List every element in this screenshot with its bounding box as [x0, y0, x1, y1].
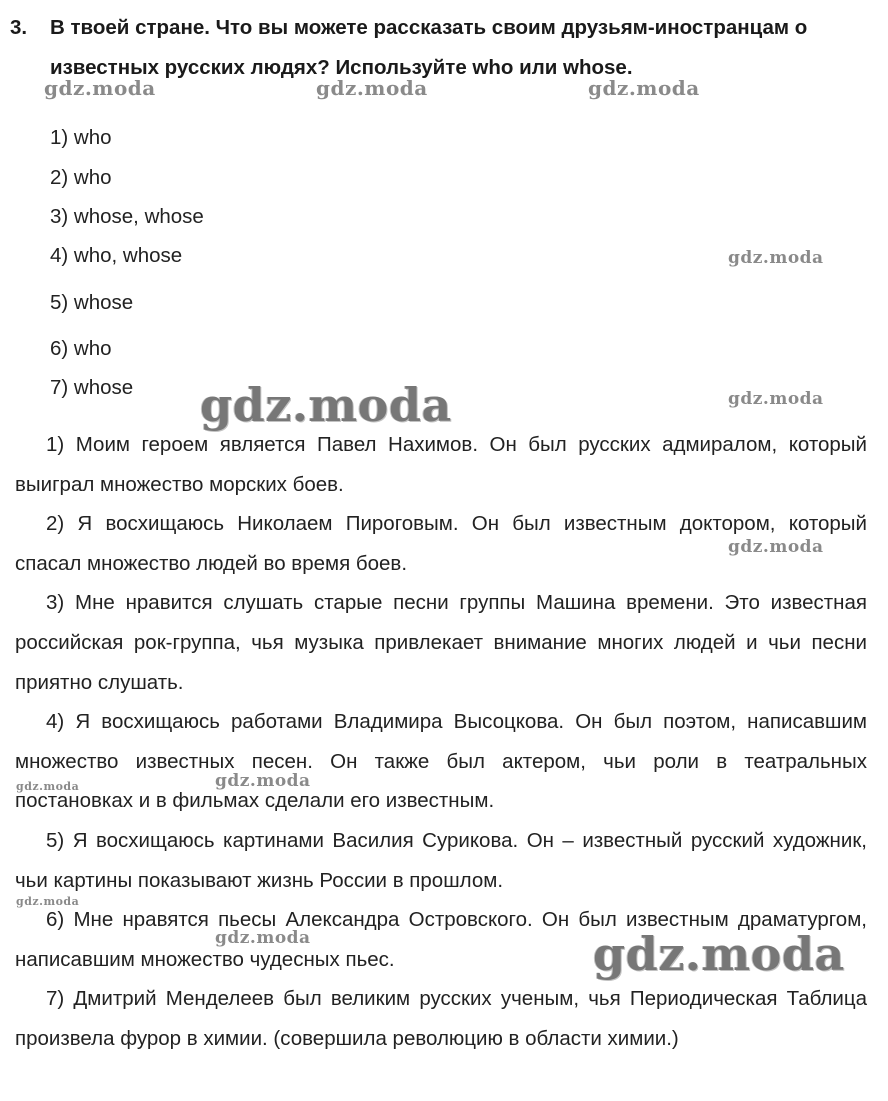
watermark: gdz.moda [588, 76, 700, 100]
watermark: gdz.moda [16, 780, 80, 793]
watermark: gdz.moda [44, 76, 156, 100]
answer-item: 2) who [50, 166, 112, 189]
paragraph: 5) Я восхищаюсь картинами Василия Сурикова. Он – известный русский художник, чьи картины показывают жизнь России в прошлом. [15, 828, 867, 892]
watermark: gdz.moda [728, 537, 824, 557]
watermark-large: gdz.moda [200, 378, 452, 432]
answer-item: 6) who [50, 337, 112, 360]
paragraph: 1) Моим героем является Павел Нахимов. Он был русских адмиралом, который выиграл множество морских боев. [15, 433, 867, 496]
watermark: gdz.moda [316, 76, 428, 100]
watermark: gdz.moda [728, 389, 824, 409]
answer-item: 4) who, whose [50, 244, 183, 267]
watermark: gdz.moda [215, 771, 311, 791]
paragraph: 6) Мне нравятся пьесы Александра Островского. Он был известным драматургом, написавшим множество чудесных пьес. [15, 908, 867, 971]
task-number: 3. [10, 16, 28, 39]
paragraph: 7) Дмитрий Менделеев был великим русских ученым, чья Периодическая Таблица произвела фурор в химии. (совершила революцию в области химии.) [15, 987, 867, 1050]
watermark: gdz.moda [728, 248, 824, 268]
watermark-large: gdz.moda [593, 927, 845, 981]
paragraph: 4) Я восхищаюсь работами Владимира Высоцкова. Он был поэтом, написавшим множество известных песен. Он также был актером, чьи роли в театральных постановках и в фильмах сделали его известным. [15, 710, 867, 813]
watermark: gdz.moda [16, 895, 80, 908]
answer-item: 3) whose, whose [50, 205, 204, 228]
answer-item: 5) whose [50, 291, 134, 314]
task-text: В твоей стране. Что вы можете рассказать своим друзьям-иностранцам о известных русских людях? Используйте who или whose. [50, 16, 808, 79]
watermark: gdz.moda [215, 928, 311, 948]
answer-item: 1) who [50, 126, 112, 149]
paragraph: 2) Я восхищаюсь Николаем Пироговым. Он был известным доктором, который спасал множество людей во время боев. [15, 512, 867, 575]
answer-paragraphs [15, 425, 867, 1059]
answer-item: 7) whose [50, 376, 134, 399]
paragraph: 3) Мне нравится слушать старые песни группы Машина времени. Это известная российская рок-группа, чья музыка привлекает внимание многих людей и чьи песни приятно слушать. [15, 591, 867, 694]
task-header [10, 8, 880, 88]
